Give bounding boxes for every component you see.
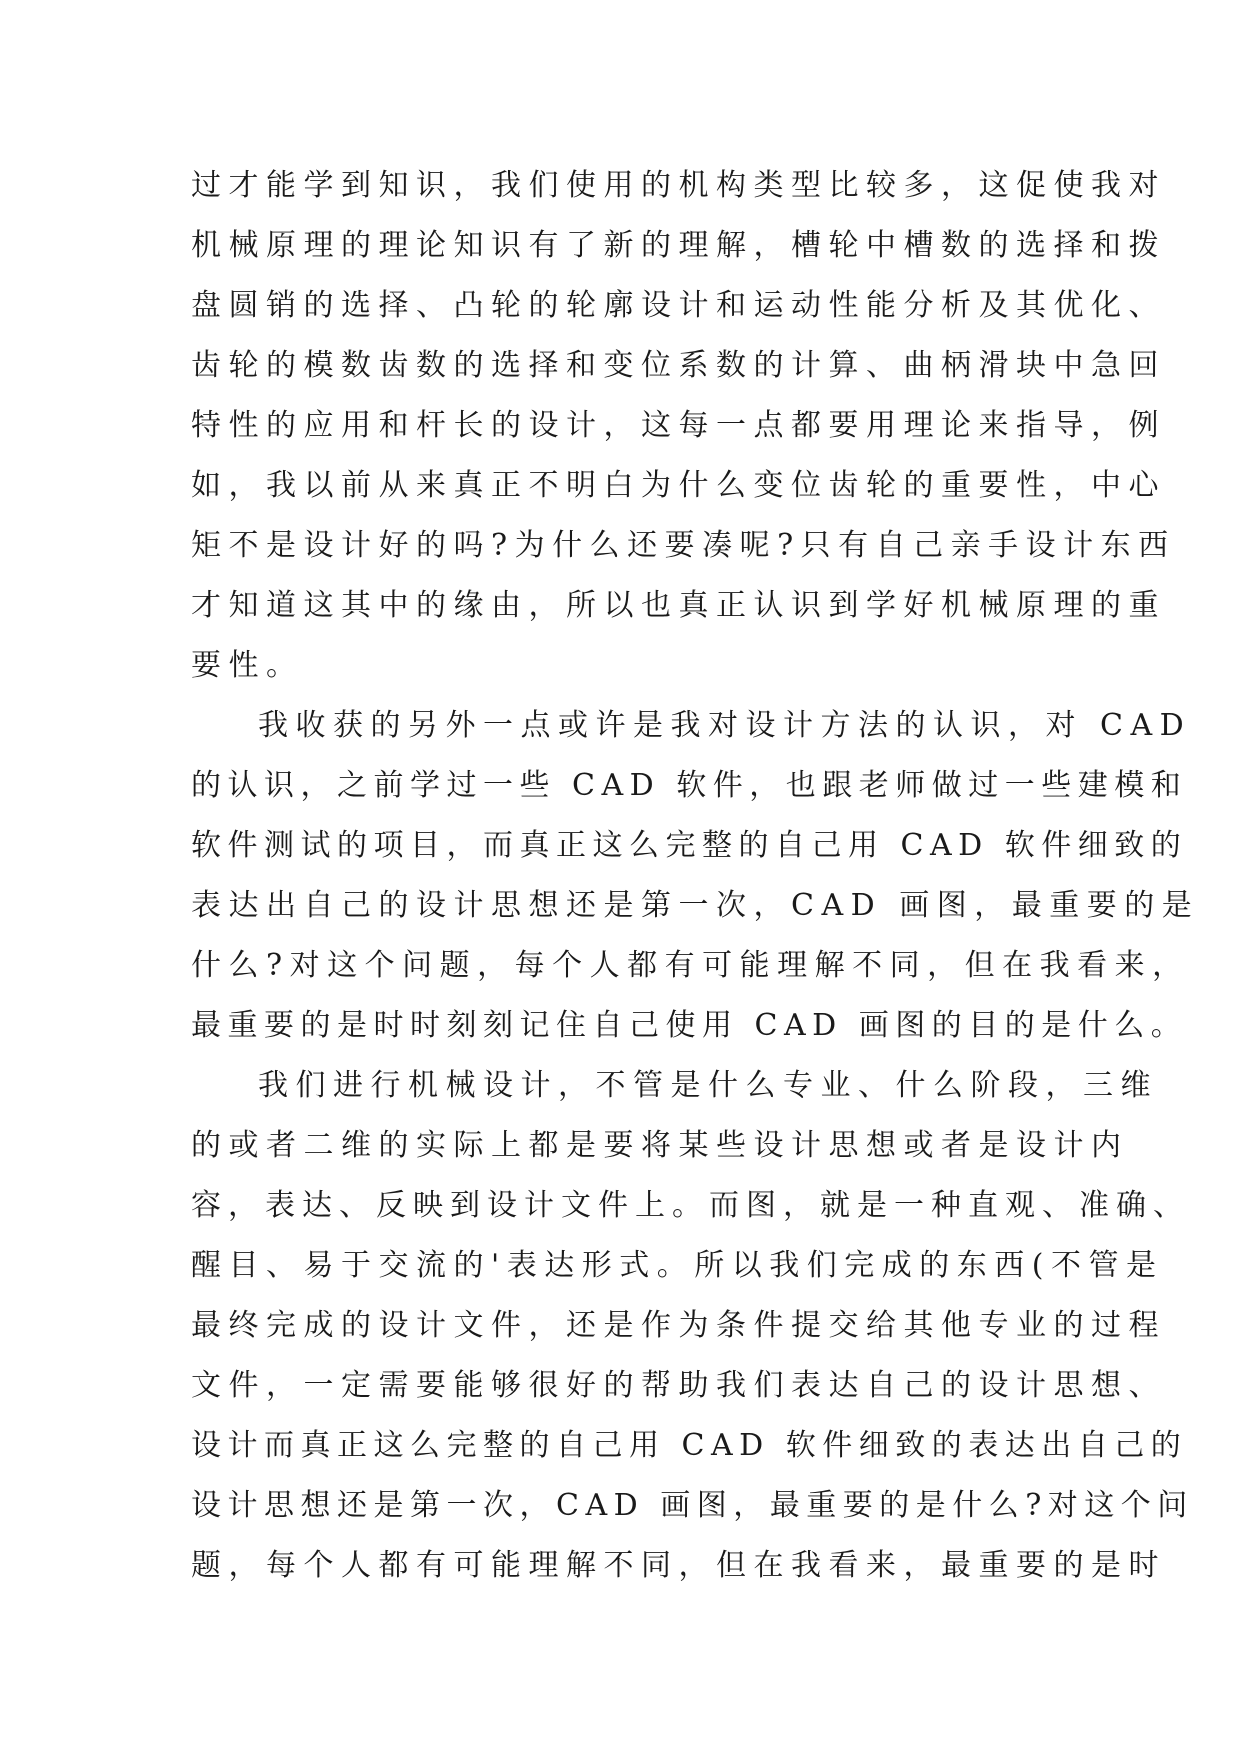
text-line: 表达出自己的设计思想还是第一次，CAD 画图，最重要的是: [191, 888, 1200, 923]
text-line: 文件，一定需要能够很好的帮助我们表达自己的设计思想、: [191, 1368, 1166, 1403]
text-line: 醒目、易于交流的'表达形式。所以我们完成的东西(不管是: [191, 1248, 1164, 1283]
text-line: 的或者二维的实际上都是要将某些设计思想或者是设计内: [191, 1128, 1129, 1163]
paragraph-first-line: 我们进行机械设计，不管是什么专业、什么阶段，三维: [258, 1068, 1158, 1103]
text-line: 设计而真正这么完整的自己用 CAD 软件细致的表达出自己的: [191, 1428, 1188, 1463]
text-line: 矩不是设计好的吗?为什么还要凑呢?只有自己亲手设计东西: [191, 528, 1176, 563]
text-line: 最终完成的设计文件，还是作为条件提交给其他专业的过程: [191, 1308, 1166, 1343]
text-line: 软件测试的项目，而真正这么完整的自己用 CAD 软件细致的: [191, 828, 1188, 863]
text-line: 如，我以前从来真正不明白为什么变位齿轮的重要性，中心: [191, 468, 1166, 503]
text-line: 盘圆销的选择、凸轮的轮廓设计和运动性能分析及其优化、: [191, 288, 1166, 323]
text-line: 齿轮的模数齿数的选择和变位系数的计算、曲柄滑块中急回: [191, 348, 1166, 383]
text-line: 题，每个人都有可能理解不同，但在我看来，最重要的是时: [191, 1548, 1166, 1583]
paragraph-first-line: 我收获的另外一点或许是我对设计方法的认识，对 CAD: [258, 708, 1192, 743]
text-line: 才知道这其中的缘由，所以也真正认识到学好机械原理的重: [191, 588, 1166, 623]
text-line: 什么?对这个问题，每个人都有可能理解不同，但在我看来，: [191, 948, 1190, 983]
text-line: 机械原理的理论知识有了新的理解，槽轮中槽数的选择和拨: [191, 228, 1166, 263]
text-line: 容，表达、反映到设计文件上。而图，就是一种直观、准确、: [191, 1188, 1190, 1223]
text-line: 特性的应用和杆长的设计，这每一点都要用理论来指导，例: [191, 408, 1166, 443]
text-line: 要性。: [191, 648, 304, 683]
text-line: 设计思想还是第一次，CAD 画图，最重要的是什么?对这个问: [191, 1488, 1194, 1523]
text-line: 最重要的是时时刻刻记住自己使用 CAD 画图的目的是什么。: [191, 1008, 1188, 1043]
text-line: 的认识，之前学过一些 CAD 软件，也跟老师做过一些建模和: [191, 768, 1188, 803]
text-line: 过才能学到知识，我们使用的机构类型比较多，这促使我对: [191, 168, 1166, 203]
